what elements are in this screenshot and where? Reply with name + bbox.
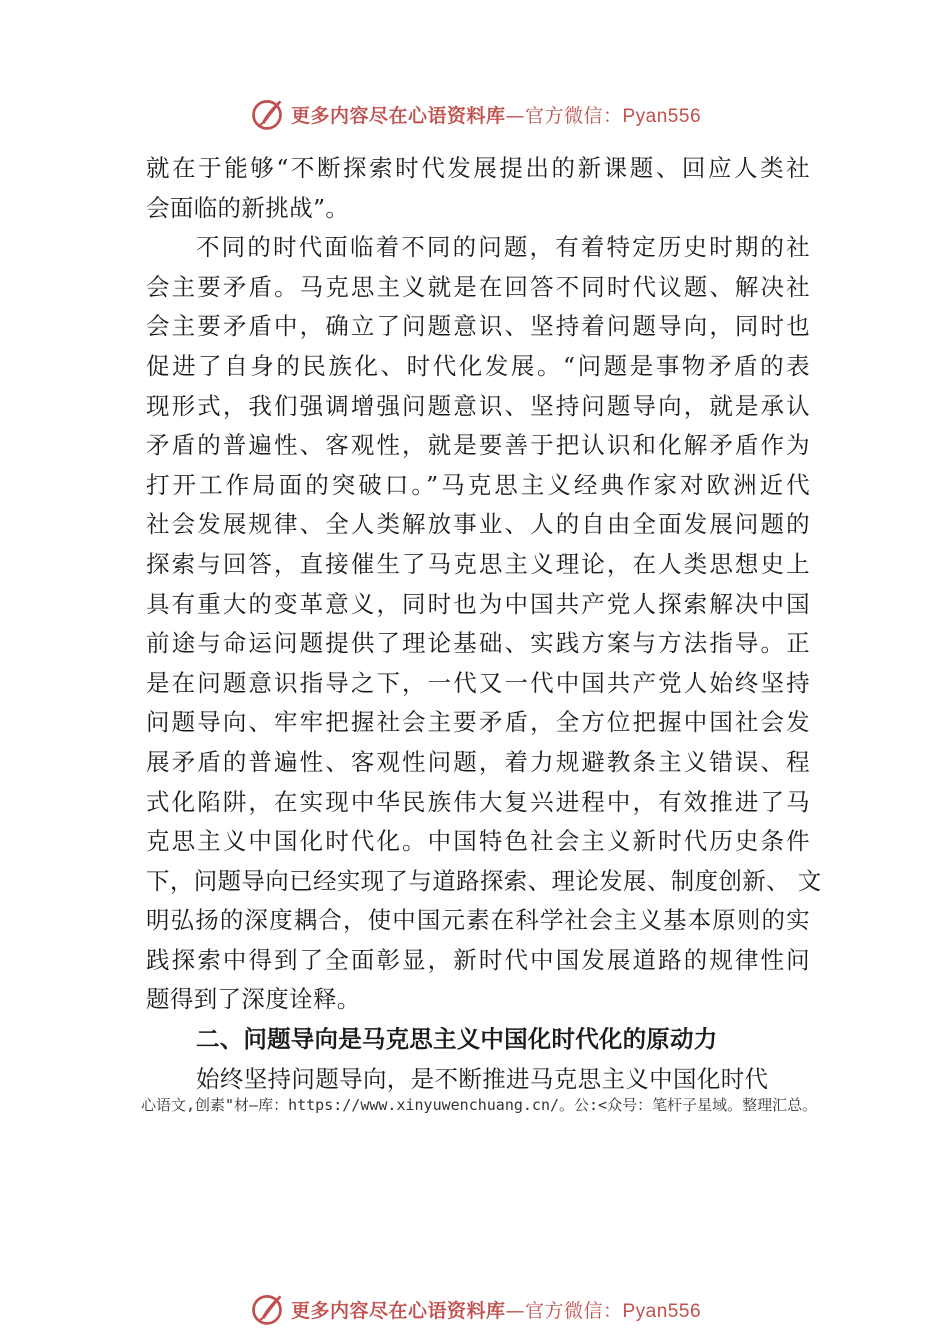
text-line: 探索与回答，直接催生了马克思主义理论，在人类思想史上 <box>146 549 810 578</box>
text-line: 问题导向、牢牢把握社会主要矛盾，全方位把握中国社会发 <box>146 708 810 737</box>
text-line: 践探索中得到了全面彰显，新时代中国发展道路的规律性问 <box>146 945 810 974</box>
text-line: 始终坚持问题导向，是不断推进马克思主义中国化时代 <box>196 1064 769 1093</box>
text-line: 式化陷阱，在实现中华民族伟大复兴进程中，有效推进了马 <box>146 787 810 816</box>
banner-text <box>291 101 701 128</box>
text-line: 展矛盾的普遍性、客观性问题，着力规避教条主义错误、程 <box>146 747 810 776</box>
text-line: 打开工作局面的突破口。”马克思主义经典作家对欧洲近代 <box>146 470 810 499</box>
text-line: 具有重大的变革意义，同时也为中国共产党人探索解决中国 <box>146 589 810 618</box>
banner-text <box>291 1296 701 1323</box>
text-line: 不同的时代面临着不同的问题，有着特定历史时期的社 <box>196 233 810 262</box>
banner-separator: —官方微信： <box>505 1299 623 1322</box>
text-line: 明弘扬的深度耦合，使中国元素在科学社会主义基本原则的实 <box>146 906 810 935</box>
text-line: 会主要矛盾中，确立了问题意识、坚持着问题导向，同时也 <box>146 312 810 341</box>
brush-logo-icon <box>249 96 285 132</box>
banner-separator: —官方微信： <box>505 104 623 127</box>
text-line: 社会发展规律、全人类解放事业、人的自由全面发展问题的 <box>146 510 810 539</box>
text-line: 促进了自身的民族化、时代化发展。“问题是事物矛盾的表 <box>146 351 810 380</box>
text-line: 矛盾的普遍性、客观性，就是要善于把认识和化解矛盾作为 <box>146 431 810 460</box>
text-line: 会主要矛盾。马克思主义就是在回答不同时代议题、解决社 <box>146 272 810 301</box>
banner-site-name: 更多内容尽在心语资料库 <box>290 104 506 127</box>
text-line: 下，问题导向已经实现了与道路探索、理论发展、制度创新、 文 <box>146 866 822 895</box>
section-heading: 二、问题导向是马克思主义中国化时代化的原动力 <box>196 1025 718 1054</box>
text-line: 现形式，我们强调增强问题意识、坚持问题导向，就是承认 <box>146 391 810 420</box>
banner-wechat-id: Pyan556 <box>622 105 702 127</box>
text-line: 是在问题意识指导之下，一代又一代中国共产党人始终坚持 <box>146 668 810 697</box>
banner-wechat-id: Pyan556 <box>622 1300 702 1322</box>
paragraph <box>146 228 822 1020</box>
text-line: 前途与命运问题提供了理论基础、实践方案与方法指导。正 <box>146 629 810 658</box>
text-line: 题得到了深度诠释。 <box>146 985 361 1014</box>
header-watermark-banner <box>0 94 950 134</box>
text-line: 就在于能够“不断探索时代发展提出的新课题、回应人类社 <box>146 154 810 182</box>
document-body <box>146 149 822 1099</box>
paragraph <box>146 149 810 228</box>
banner-site-name: 更多内容尽在心语资料库 <box>290 1299 506 1322</box>
brush-logo-icon <box>249 1291 285 1327</box>
footnote-watermark: 心语文,创素"材—库：https://www.xinyuwenchuang.cn/。公:<众号：笔杆子星域。整理汇总。 <box>141 1096 818 1114</box>
text-line: 会面临的新挑战”。 <box>146 193 350 222</box>
text-line: 克思主义中国化时代化。中国特色社会主义新时代历史条件 <box>146 827 810 856</box>
footer-watermark-banner <box>0 1289 950 1329</box>
